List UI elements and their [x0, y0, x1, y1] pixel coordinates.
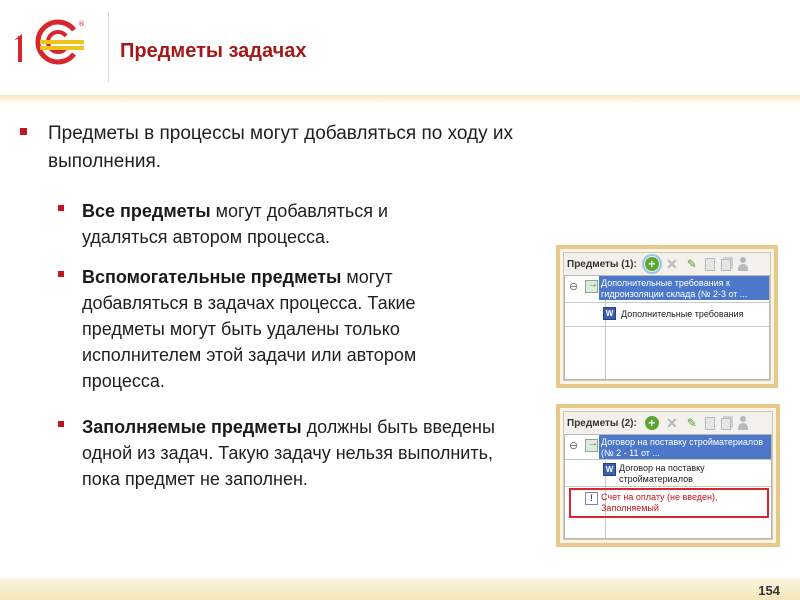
- fillable-subject-highlight: [569, 488, 769, 518]
- subjects-panel-2: [556, 404, 780, 547]
- subjects-panel-body: [563, 252, 771, 381]
- document-icon[interactable]: [705, 417, 715, 430]
- subjects-tree[interactable]: [564, 434, 772, 539]
- bullet-marker: [58, 421, 64, 427]
- documents-icon[interactable]: [721, 418, 731, 430]
- add-icon[interactable]: +: [645, 257, 659, 271]
- sub-bullet-fillable-subjects: [58, 414, 518, 492]
- delete-icon[interactable]: ✕: [665, 256, 678, 272]
- sub-bullet-rest: могут добавляться и удаляться автором процесса.: [82, 201, 389, 247]
- sub-bullet-auxiliary-subjects: [58, 264, 518, 394]
- bullet-marker: [58, 271, 64, 277]
- word-document-icon: W: [603, 307, 616, 320]
- subjects-label: Предметы (2):: [567, 417, 637, 429]
- row-divider: [565, 326, 769, 327]
- sub-bullet-text: [82, 414, 502, 492]
- sub-bullet-bold: Вспомогательные предметы: [82, 267, 342, 287]
- subjects-label: Предметы (1):: [567, 258, 637, 270]
- warning-icon: !: [585, 492, 598, 505]
- page-title: Предметы задачах: [120, 40, 307, 62]
- sub-bullet-text: [82, 198, 462, 250]
- word-document-icon: W: [603, 463, 616, 476]
- collapse-icon[interactable]: ⊖: [569, 281, 579, 293]
- tree-row[interactable]: [565, 435, 771, 459]
- main-bullet: [20, 120, 540, 176]
- bullet-marker: [20, 128, 27, 135]
- edit-icon[interactable]: ✎: [686, 257, 697, 271]
- add-icon[interactable]: +: [645, 416, 659, 430]
- svg-text:®: ®: [78, 20, 85, 28]
- documents-icon[interactable]: [721, 259, 731, 271]
- sub-bullet-rest: могут добавляться в задачах процесса. Такие предметы могут быть удалены только исполнителем этой задачи или автором процесса.: [82, 267, 417, 391]
- slide-header: [0, 0, 800, 96]
- tree-row-text: Счет на оплату (не введен), Заполняемый: [601, 492, 718, 513]
- subjects-toolbar: [564, 412, 772, 434]
- page-number: 154: [758, 583, 780, 598]
- header-band: [0, 95, 800, 105]
- tree-row[interactable]: [565, 303, 769, 323]
- main-bullet-text: Предметы в процессы могут добавляться по ходу их выполнения.: [48, 123, 514, 172]
- collapse-icon[interactable]: ⊖: [569, 440, 579, 452]
- delete-icon[interactable]: ✕: [665, 415, 678, 431]
- subjects-panel-body: [563, 411, 773, 540]
- subjects-tree[interactable]: [564, 275, 770, 380]
- sub-bullet-bold: Все предметы: [82, 201, 211, 221]
- edit-icon[interactable]: ✎: [686, 416, 697, 430]
- tree-row-text: Дополнительные требования: [621, 309, 744, 319]
- sub-bullet-rest: должны быть введены одной из задач. Такую задачу нельзя выполнить, пока предмет не заполнен.: [82, 417, 495, 489]
- sub-bullet-text: [82, 264, 502, 394]
- task-icon: [585, 280, 598, 293]
- tree-row-text: Дополнительные требования к гидроизоляции склада (№ 2-3 от ...: [601, 278, 748, 299]
- row-divider: [565, 486, 771, 487]
- 1c-logo: [12, 14, 92, 66]
- sub-bullet-all-subjects: [58, 198, 518, 250]
- footer-band: [0, 578, 800, 600]
- person-icon[interactable]: [737, 257, 749, 271]
- subjects-toolbar: [564, 253, 770, 275]
- document-icon[interactable]: [705, 258, 715, 271]
- tree-row-text: Договор на поставку стройматериалов: [619, 463, 705, 484]
- tree-row[interactable]: [565, 460, 771, 486]
- subjects-panel-1: [556, 245, 778, 388]
- bullet-marker: [58, 205, 64, 211]
- sub-bullet-bold: Заполняемые предметы: [82, 417, 302, 437]
- tree-row-text: Договор на поставку стройматериалов (№ 2 - 11 от ...: [601, 437, 764, 458]
- header-divider: [108, 12, 109, 82]
- task-icon: [585, 439, 598, 452]
- person-icon[interactable]: [737, 416, 749, 430]
- tree-row[interactable]: [565, 276, 769, 302]
